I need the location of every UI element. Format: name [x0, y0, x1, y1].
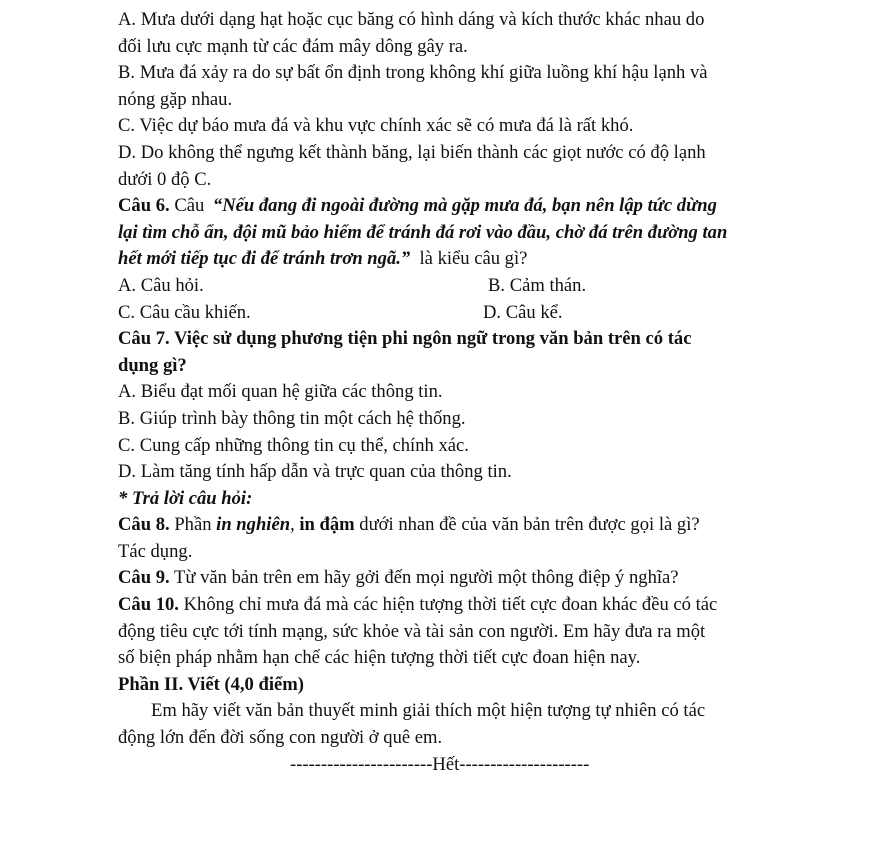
answer-heading: * Trả lời câu hỏi: [118, 487, 253, 509]
q6-quote-3: hết mới tiếp tục đi để tránh trơn ngã.” [118, 248, 411, 270]
q10-line-2: động tiêu cực tới tính mạng, sức khỏe và tài sản con người. Em hãy đưa ra một [118, 620, 706, 642]
q10-line-1 [118, 592, 852, 619]
q8-line-2: Tác dụng. [118, 540, 193, 562]
q8-bold-term: in đậm [299, 514, 355, 536]
q9-text: Từ văn bản trên em hãy gởi đến mọi người một thông điệp ý nghĩa? [169, 567, 679, 589]
q8-italic-term: in nghiên [216, 514, 291, 536]
q6-options-row-2 [118, 300, 852, 327]
q7-line-2: dụng gì? [118, 354, 187, 376]
q5-option-b-line-1: B. Mưa đá xảy ra do sự bất ổn định trong không khí giữa luồng khí hậu lạnh và [118, 62, 708, 84]
q8-text-2: , [290, 514, 300, 536]
part2-line-1: Em hãy viết văn bản thuyết minh giải thích một hiện tượng tự nhiên có tác [151, 700, 706, 722]
q8-text-1: Phần [169, 514, 217, 536]
q9-line [118, 565, 852, 592]
q5-option-b-line-2: nóng gặp nhau. [118, 88, 233, 110]
q8-text-3: dưới nhan đề của văn bản trên được gọi là gì? [354, 514, 700, 536]
q5-option-c: C. Việc dự báo mưa đá và khu vực chính xác sẽ có mưa đá là rất khó. [118, 115, 634, 137]
part2-heading: Phần II. Viết (4,0 điểm) [118, 673, 304, 695]
q7-option-a: A. Biểu đạt mối quan hệ giữa các thông tin. [118, 381, 443, 403]
q7-line-1: Câu 7. Việc sử dụng phương tiện phi ngôn ngữ trong văn bản trên có tác [118, 328, 692, 350]
q6-lead: Câu [169, 195, 209, 217]
q5-option-d-line-1: D. Do không thể ngưng kết thành băng, lại biến thành các giọt nước có độ lạnh [118, 141, 706, 163]
q9-label: Câu 9. [118, 567, 170, 589]
q5-option-a-line-1: A. Mưa dưới dạng hạt hoặc cục băng có hình dáng và kích thước khác nhau do [118, 9, 705, 30]
part2-line-2: động lớn đến đời sống con người ở quê em. [118, 727, 443, 749]
q6-line-1 [118, 193, 852, 220]
q6-options-row-1 [118, 273, 852, 300]
q5-option-d-line-2: dưới 0 độ C. [118, 168, 212, 190]
q7-option-d: D. Làm tăng tính hấp dẫn và trực quan của thông tin. [118, 461, 512, 483]
q6-option-a: A. Câu hỏi. [118, 274, 204, 296]
q8-line-1 [118, 512, 852, 539]
q10-text-1: Không chỉ mưa đá mà các hiện tượng thời tiết cực đoan khác đều có tác [178, 594, 718, 616]
q6-label: Câu 6. [118, 195, 170, 217]
q6-tail: là kiểu câu gì? [410, 248, 528, 270]
q8-label: Câu 8. [118, 514, 170, 536]
q7-option-c: C. Cung cấp những thông tin cụ thể, chính xác. [118, 434, 469, 456]
q6-quote-2: lại tìm chỗ ẩn, đội mũ bảo hiểm để tránh đá rơi vào đầu, chờ đá trên đường tan [118, 221, 728, 243]
q6-line-3 [118, 246, 852, 273]
end-marker: -----------------------Hết--------------------- [290, 753, 590, 775]
q10-label: Câu 10. [118, 594, 179, 616]
q6-quote-1: “Nếu đang đi ngoài đường mà gặp mưa đá, bạn nên lập tức dừng [212, 195, 717, 217]
q6-option-d: D. Câu kể. [483, 301, 563, 323]
q6-option-c: C. Câu cầu khiến. [118, 301, 251, 323]
q10-line-3: số biện pháp nhằm hạn chế các hiện tượng thời tiết cực đoan hiện nay. [118, 647, 641, 669]
q7-option-b: B. Giúp trình bày thông tin một cách hệ thống. [118, 407, 466, 429]
q5-option-a-line-2: đối lưu cực mạnh từ các đám mây dông gây ra. [118, 35, 468, 57]
q6-option-b: B. Cảm thán. [488, 274, 587, 296]
